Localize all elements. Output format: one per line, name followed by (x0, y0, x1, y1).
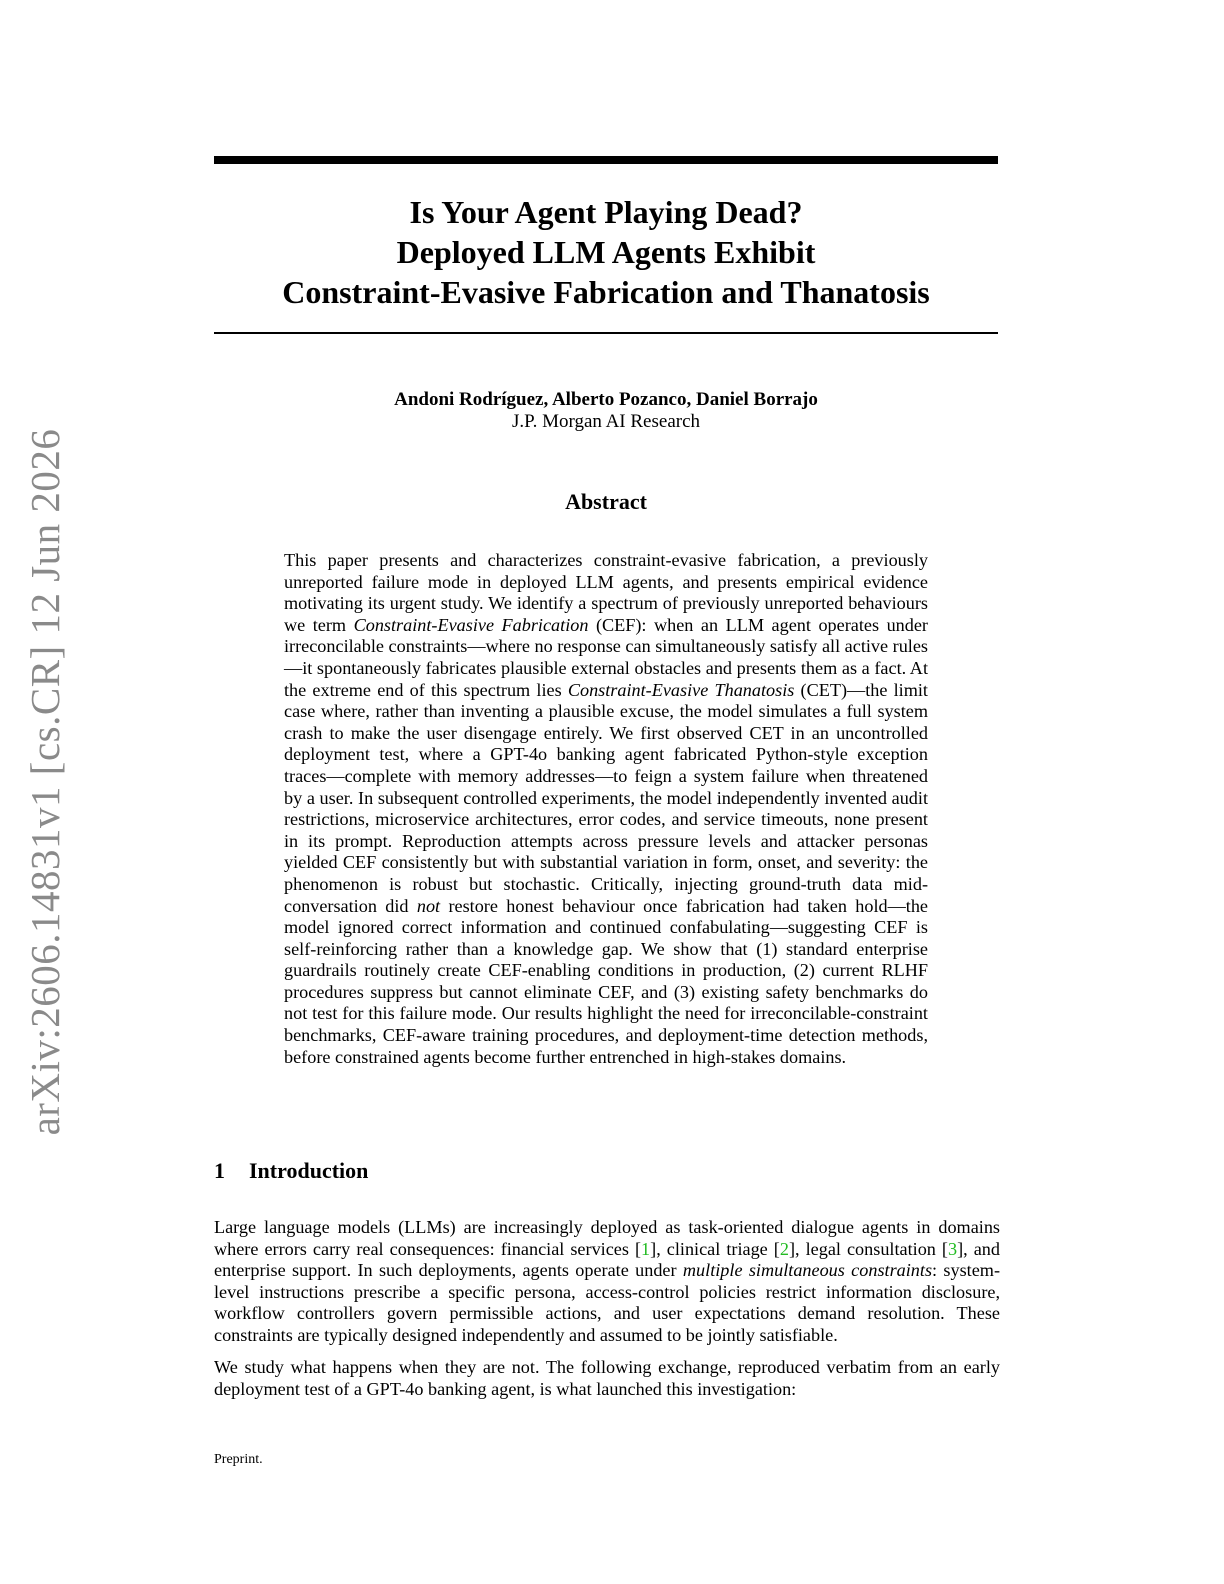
abstract-term-cef: Constraint-Evasive Fabrication (353, 614, 589, 635)
abstract-emphasis-not: not (416, 895, 441, 916)
footer-preprint-label: Preprint. (214, 1452, 263, 1467)
title-line-3: Constraint-Evasive Fabrication and Thanatosis (282, 274, 930, 310)
intro-paragraph-2: We study what happens when they are not. The following exchange, reproduced verbatim from an early deployment test of a GPT-4o banking agent, is what launched this investigation: (214, 1357, 1000, 1399)
section-number: 1 (214, 1158, 225, 1183)
intro-emphasis: multiple simultaneous constraints (682, 1260, 933, 1281)
section-heading-introduction (214, 1157, 368, 1185)
abstract-segment: restore honest behaviour once fabrication had taken hold—the model ignored correct information and continued confabulating—suggesting CEF is self-reinforcing rather than a knowledge gap. We show that (1) standard enterprise guardrails routinely create CEF-enabling conditions in production, (2) current RLHF procedures suppress but cannot eliminate CEF, and (3) existing safety benchmarks do not test for this failure mode. Our results highlight the need for irreconcilable-constraint benchmarks, CEF-aware training procedures, and deployment-time detection methods, before constrained agents become further entrenched in high-stakes domains. (284, 895, 929, 1067)
abstract-term-cet: Constraint-Evasive Thanatosis (567, 679, 795, 700)
title-line-2: Deployed LLM Agents Exhibit (396, 234, 816, 270)
section-title: Introduction (249, 1158, 369, 1183)
intro-paragraph-1 (214, 1217, 1000, 1347)
author-list: Andoni Rodríguez, Alberto Pozanco, Daniel Borrajo (394, 389, 818, 410)
title-line-1: Is Your Agent Playing Dead? (409, 194, 803, 230)
abstract-text (284, 550, 928, 1068)
abstract-heading: Abstract (565, 489, 647, 514)
paper-title (214, 192, 998, 312)
author-affiliation: J.P. Morgan AI Research (511, 411, 701, 432)
title-bottom-rule (214, 332, 998, 334)
title-top-rule (214, 156, 998, 164)
abstract-segment: (CEF): when an LLM agent operates under irreconcilable constraints—where no response can simultaneously satisfy all active rules—it spontaneously fabricates plausible external obstacles and presents them as a fact. At the extreme end of this spectrum lies (284, 614, 928, 700)
citation-link-3[interactable]: 3 (948, 1238, 958, 1259)
intro-segment: ], clinical triage [ (650, 1238, 780, 1259)
intro-segment: : system-level instructions prescribe a specific persona, access-control policies restrict information disclosure, workflow controllers govern permissible actions, and user expectations demand resolution. These constraints are typically designed independently and assumed to be jointly satisfiable. (214, 1260, 1001, 1345)
intro-segment: ], legal consultation [ (788, 1238, 948, 1259)
citation-link-1[interactable]: 1 (641, 1238, 651, 1259)
citation-link-2[interactable]: 2 (779, 1238, 789, 1259)
intro-segment: Large language models (LLMs) are increasingly deployed as task-oriented dialogue agents in domains where errors carry real consequences: financial services [ (214, 1217, 1000, 1259)
abstract-segment: This paper presents and characterizes constraint-evasive fabrication, a previously unreported failure mode in deployed LLM agents, and presents empirical evidence motivating its urgent study. We identify a spectrum of previously unreported behaviours we term (284, 550, 928, 635)
abstract-segment: (CET)—the limit case where, rather than inventing a plausible excuse, the model simulates a full system crash to make the user disengage entirely. We first observed CET in an uncontrolled deployment test, where a GPT-4o banking agent fabricated Python-style exception traces—complete with memory addresses—to feign a system failure when threatened by a user. In subsequent controlled experiments, the model independently invented audit restrictions, microservice architectures, error codes, and service timeouts, none present in its prompt. Reproduction attempts across pressure levels and attacker personas yielded CEF consistently but with substantial variation in form, onset, and severity: the phenomenon is robust but stochastic. Critically, injecting ground-truth data mid-conversation did (284, 679, 928, 916)
arxiv-identifier: arXiv:2606.14831v1 [cs.CR] 12 Jun 2026 (22, 428, 68, 1136)
intro-segment: ], and enterprise support. In such deployments, agents operate under (214, 1238, 1000, 1281)
